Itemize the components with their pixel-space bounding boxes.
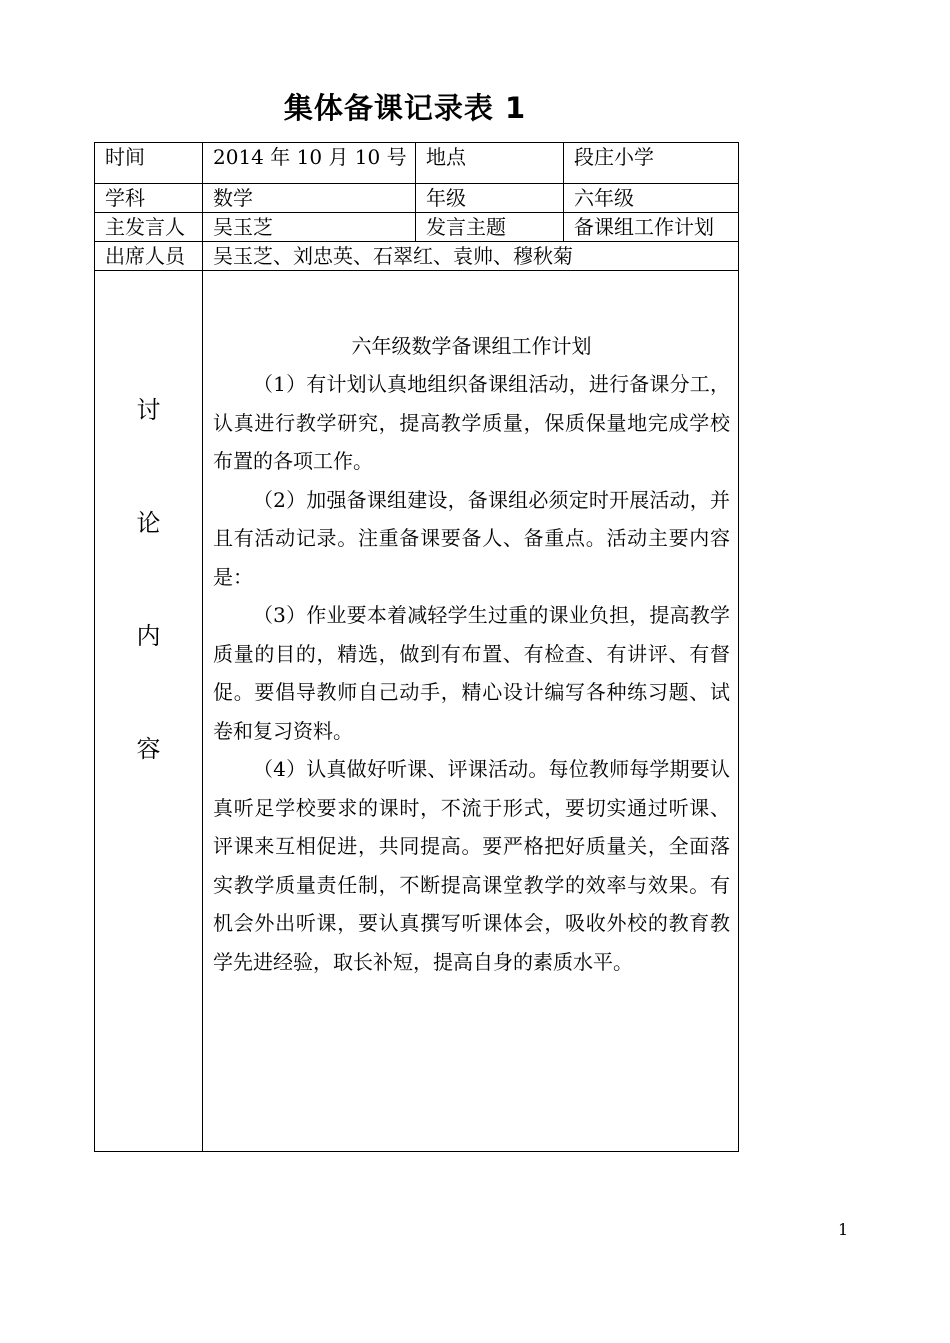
table-row-discussion [95,271,739,1152]
table-row-time [95,143,739,184]
plan-paragraph: （3）作业要本着减轻学生过重的课业负担，提高教学质量的目的，精选，做到有布置、有检查、有讲评、有督促。要倡导教师自己动手，精心设计编写各种练习题、试卷和复习资料。 [213,603,730,743]
time-value: 2014 年 10 月 10 号 [203,143,416,184]
discussion-content [203,271,739,1152]
table-row-attendees [95,242,739,271]
speaker-value: 吴玉芝 [203,213,416,242]
table-row-speaker [95,213,739,242]
attendees-label: 出席人员 [95,242,203,271]
plan-paragraph: （1）有计划认真地组织备课组活动，进行备课分工，认真进行教学研究，提高教学质量，保质保量地完成学校布置的各项工作。 [213,372,730,473]
place-label: 地点 [416,143,564,184]
plan-heading: 六年级数学备课组工作计划 [351,334,592,358]
discussion-label-char: 论 [136,509,161,537]
plan-paragraph: （2）加强备课组建设，备课组必须定时开展活动，并且有活动记录。注重备课要备人、备重点。活动主要内容是： [213,487,730,589]
document-title: 集体备课记录表 1 [283,91,527,125]
discussion-label-char: 容 [136,735,161,763]
plan-paragraph: （4）认真做好听课、评课活动。每位教师每学期要认真听足学校要求的课时，不流于形式，要切实通过听课、评课来互相促进，共同提高。要严格把好质量关，全面落实教学质量责任制，不断提高课堂教学的效率与效果。有机会外出听课，要认真撰写听课体会，吸收外校的教育教学先进经验，取长补短，提高自身的素质水平。 [213,757,730,974]
attendees-value: 吴玉芝、刘忠英、石翠红、袁帅、穆秋菊 [203,242,739,271]
table-row-subject [95,184,739,213]
topic-label: 发言主题 [416,213,564,242]
grade-value: 六年级 [564,184,739,213]
page-number: 1 [838,1220,849,1239]
grade-label: 年级 [416,184,564,213]
discussion-label [95,271,203,1152]
speaker-label: 主发言人 [95,213,203,242]
topic-value: 备课组工作计划 [564,213,739,242]
subject-label: 学科 [95,184,203,213]
subject-value: 数学 [203,184,416,213]
discussion-label-char: 讨 [136,396,161,424]
record-table [94,142,739,1152]
place-value: 段庄小学 [564,143,739,184]
discussion-label-char: 内 [136,622,161,650]
time-label: 时间 [95,143,203,184]
